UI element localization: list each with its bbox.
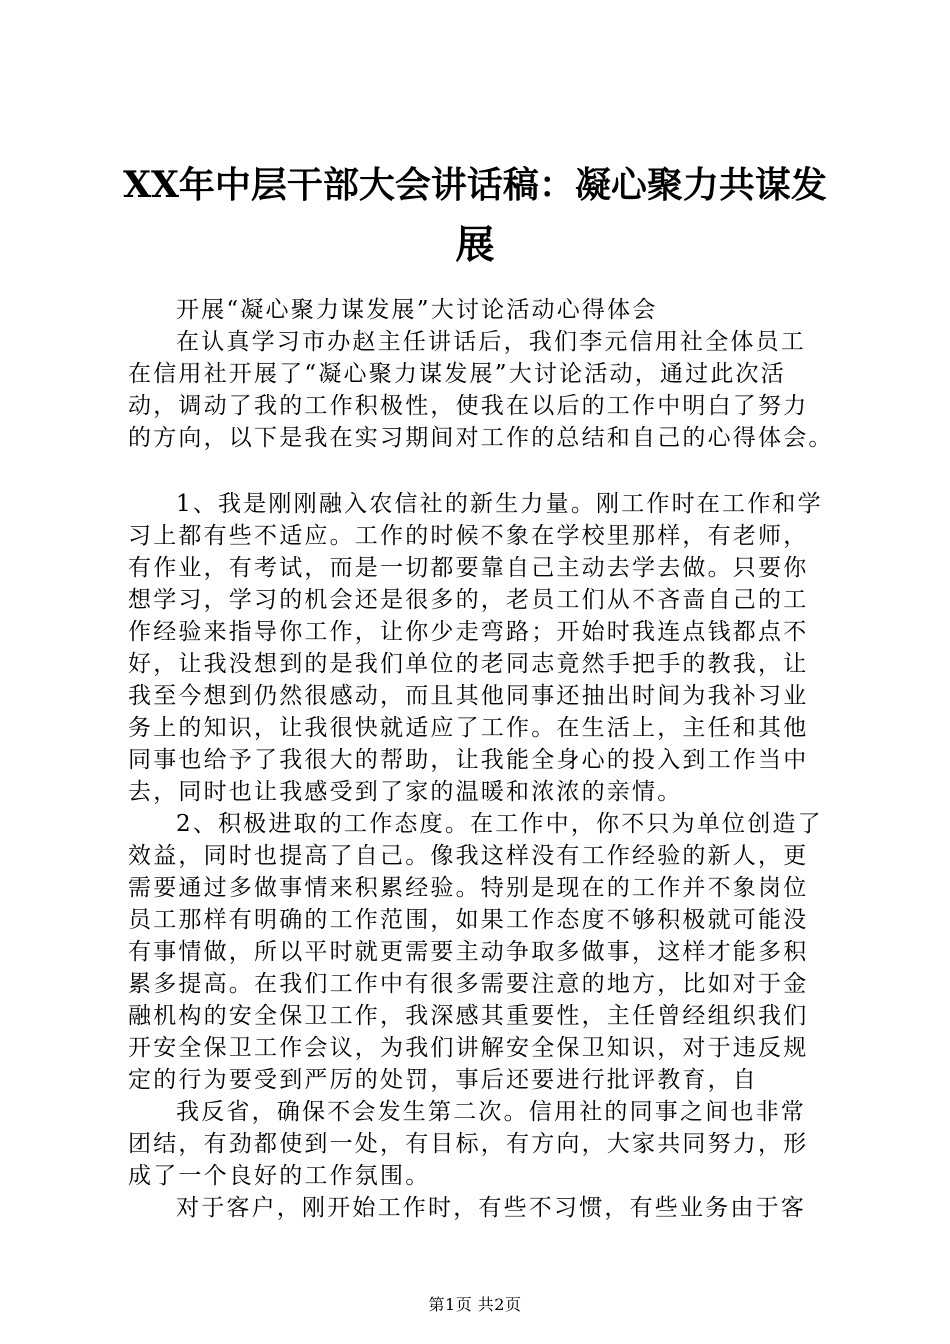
body-line: 成了一个良好的工作氛围。 — [128, 1163, 431, 1189]
body-line: 定的行为要受到严厉的处罚，事后还要进行批评教育，自 — [128, 1067, 758, 1093]
title-line-1: XX年中层干部大会讲话稿：凝心聚力共谋发 — [123, 164, 827, 206]
subtitle-line: 开展“凝心聚力谋发展”大讨论活动心得体会 — [176, 297, 658, 323]
body-line: 员工那样有明确的工作范围，如果工作态度不够积极就可能没 — [128, 907, 809, 933]
body-line: 同事也给予了我很大的帮助，让我能全身心的投入到工作当中 — [128, 747, 809, 773]
title-line-2: 展 — [455, 222, 495, 268]
body-line: 对于客户，刚开始工作时，有些不习惯，有些业务由于客 — [176, 1195, 806, 1221]
body-line: 去，同时也让我感受到了家的温暖和浓浓的亲情。 — [128, 779, 683, 805]
body-line: 想学习，学习的机会还是很多的，老员工们从不吝啬自己的工 — [128, 587, 809, 613]
page-footer: 第1页 共2页 — [428, 1295, 522, 1314]
body-line: 1、我是刚刚融入农信社的新生力量。刚工作时在工作和学 — [176, 491, 823, 517]
blank-line — [128, 454, 840, 488]
body-line: 有作业，有考试，而是一切都要靠自己主动去学去做。只要你 — [128, 555, 809, 581]
body-line: 在信用社开展了“凝心聚力谋发展”大讨论活动，通过此次活 — [128, 361, 786, 387]
body-line: 务上的知识，让我很快就适应了工作。在生活上，主任和其他 — [128, 715, 809, 741]
body-line: 效益，同时也提高了自己。像我这样没有工作经验的新人，更 — [128, 843, 809, 869]
body-line: 我反省，确保不会发生第二次。信用社的同事之间也非常 — [176, 1099, 806, 1125]
document-title — [120, 155, 830, 275]
body-line: 融机构的安全保卫工作，我深感其重要性，主任曾经组织我们 — [128, 1003, 809, 1029]
body-line: 需要通过多做事情来积累经验。特别是现在的工作并不象岗位 — [128, 875, 809, 901]
body-line: 有事情做，所以平时就更需要主动争取多做事，这样才能多积 — [128, 939, 809, 965]
body-line: 的方向，以下是我在实习期间对工作的总结和自己的心得体会。 — [128, 425, 834, 451]
body-line: 2、积极进取的工作态度。在工作中，你不只为单位创造了 — [176, 811, 823, 837]
body-line: 好，让我没想到的是我们单位的老同志竟然手把手的教我，让 — [128, 651, 809, 677]
body-line: 团结，有劲都使到一处，有目标，有方向，大家共同努力，形 — [128, 1131, 809, 1157]
body-line: 动，调动了我的工作积极性，使我在以后的工作中明白了努力 — [128, 393, 809, 419]
body-line: 作经验来指导你工作，让你少走弯路；开始时我连点钱都点不 — [128, 619, 809, 645]
body-line: 在认真学习市办赵主任讲话后，我们李元信用社全体员工 — [176, 329, 806, 355]
body-line: 我至今想到仍然很感动，而且其他同事还抽出时间为我补习业 — [128, 683, 809, 709]
body-line: 累多提高。在我们工作中有很多需要注意的地方，比如对于金 — [128, 971, 809, 997]
document-body — [128, 294, 840, 1224]
body-line: 开安全保卫工作会议，为我们讲解安全保卫知识，对于违反规 — [128, 1035, 809, 1061]
body-line: 习上都有些不适应。工作的时候不象在学校里那样，有老师， — [128, 523, 809, 549]
